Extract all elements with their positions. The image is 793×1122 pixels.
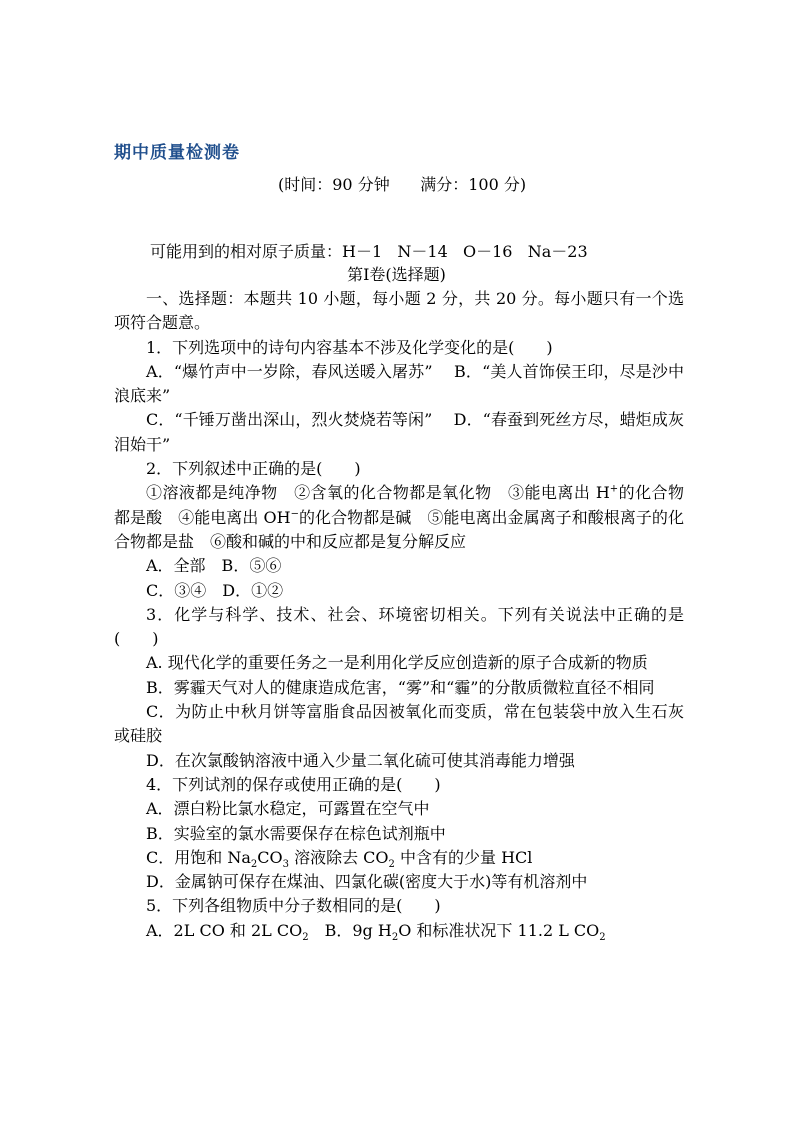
question-5-options (114, 919, 684, 943)
q4c-part1: C．用饱和 Na (146, 847, 251, 867)
q4c-part4: 中含有的少量 HCl (394, 847, 533, 867)
question-2-items (114, 481, 684, 554)
q5-b: B．9g H (308, 920, 392, 940)
question-4-option-b: B．实验室的氯水需要保存在棕色试剂瓶中 (146, 823, 446, 843)
question-3-option-b: B．雾霾天气对人的健康造成危害，“雾”和“霾”的分散质微粒直径不相同 (146, 677, 655, 697)
q5-b-sub2: 2 (599, 931, 606, 943)
q4c-sub-co3: 3 (282, 859, 289, 871)
q2-sup-oh: − (290, 508, 299, 520)
q4c-part2: CO (257, 847, 283, 867)
question-1-options-ab: A．“爆竹声中一岁除，春风送暖入屠苏” B．“美人首饰侯王印，尽是沙中浪底来” (114, 361, 684, 406)
exam-body (114, 287, 684, 943)
page-title: 期中质量检测卷 (114, 143, 240, 163)
question-3-option-d: D．在次氯酸钠溶液中通入少量二氧化硫可使其消毒能力增强 (146, 750, 575, 770)
question-4-stem: 4．下列试剂的保存或使用正确的是( ) (146, 774, 441, 794)
question-2-stem: 2．下列叙述中正确的是( ) (146, 459, 361, 479)
q5-b2: O 和标准状况下 11.2 L CO (398, 920, 600, 940)
q4c-sub-na: 2 (250, 859, 258, 871)
q5-a-sub: 2 (302, 931, 309, 943)
question-2-options-ab: A．全部 B．⑤⑥ (146, 556, 282, 576)
q4c-sub-co2: 2 (388, 859, 395, 871)
section-title: 第Ⅰ卷(选择题) (347, 265, 446, 284)
question-3-option-c: C．为防止中秋月饼等富脂食品因被氧化而变质，常在包装袋中放入生石灰或硅胶 (114, 702, 684, 746)
question-4-option-a: A．漂白粉比氯水稳定，可露置在空气中 (146, 799, 430, 819)
q2-items-a: ①溶液都是纯净物 ②含氧的化合物都是氧化物 ③能电离出 H (146, 483, 610, 503)
question-1-options-cd: C．“千锤万凿出深山，烈火焚烧若等闲” D．“春蚕到死丝方尽，蜡炬成灰泪始干” (114, 410, 684, 454)
question-2-options-cd: C．③④ D．①② (146, 580, 284, 600)
q2-items-b: 的化合物都是酸 ④能电离出 OH (114, 483, 684, 527)
question-4-option-d: D．金属钠可保存在煤油、四氯化碳(密度大于水)等有机溶剂中 (146, 872, 588, 892)
atomic-masses: 可能用到的相对原子质量：H－1 N－14 O－16 Na－23 (150, 242, 588, 261)
question-5-stem: 5．下列各组物质中分子数相同的是( ) (146, 896, 441, 916)
q2-items-c: 的化合物都是碱 ⑤能电离出金属离子和酸根离子的化合物都是盐 ⑥酸和碱的中和反应都是复分解反应 (114, 507, 684, 551)
q5-b-sub: 2 (391, 931, 399, 943)
section-intro: 一、选择题：本题共 10 小题，每小题 2 分，共 20 分。每小题只有一个选项符合题意。 (114, 289, 684, 333)
question-3-stem: 3．化学与科学、技术、社会、环境密切相关。下列有关说法中正确的是( ) (114, 604, 684, 649)
q5-a: A．2L CO 和 2L CO (146, 920, 303, 940)
question-4-option-c (114, 846, 684, 870)
q2-sup-h: + (609, 484, 619, 496)
question-1-stem: 1．下列选项中的诗句内容基本不涉及化学变化的是( ) (146, 337, 553, 357)
question-3-option-a: A. 现代化学的重要任务之一是利用化学反应创造新的原子合成新的物质 (146, 653, 648, 673)
exam-meta: (时间：90 分钟 满分：100 分) (278, 175, 527, 194)
q4c-part3: 溶液除去 CO (288, 847, 389, 867)
